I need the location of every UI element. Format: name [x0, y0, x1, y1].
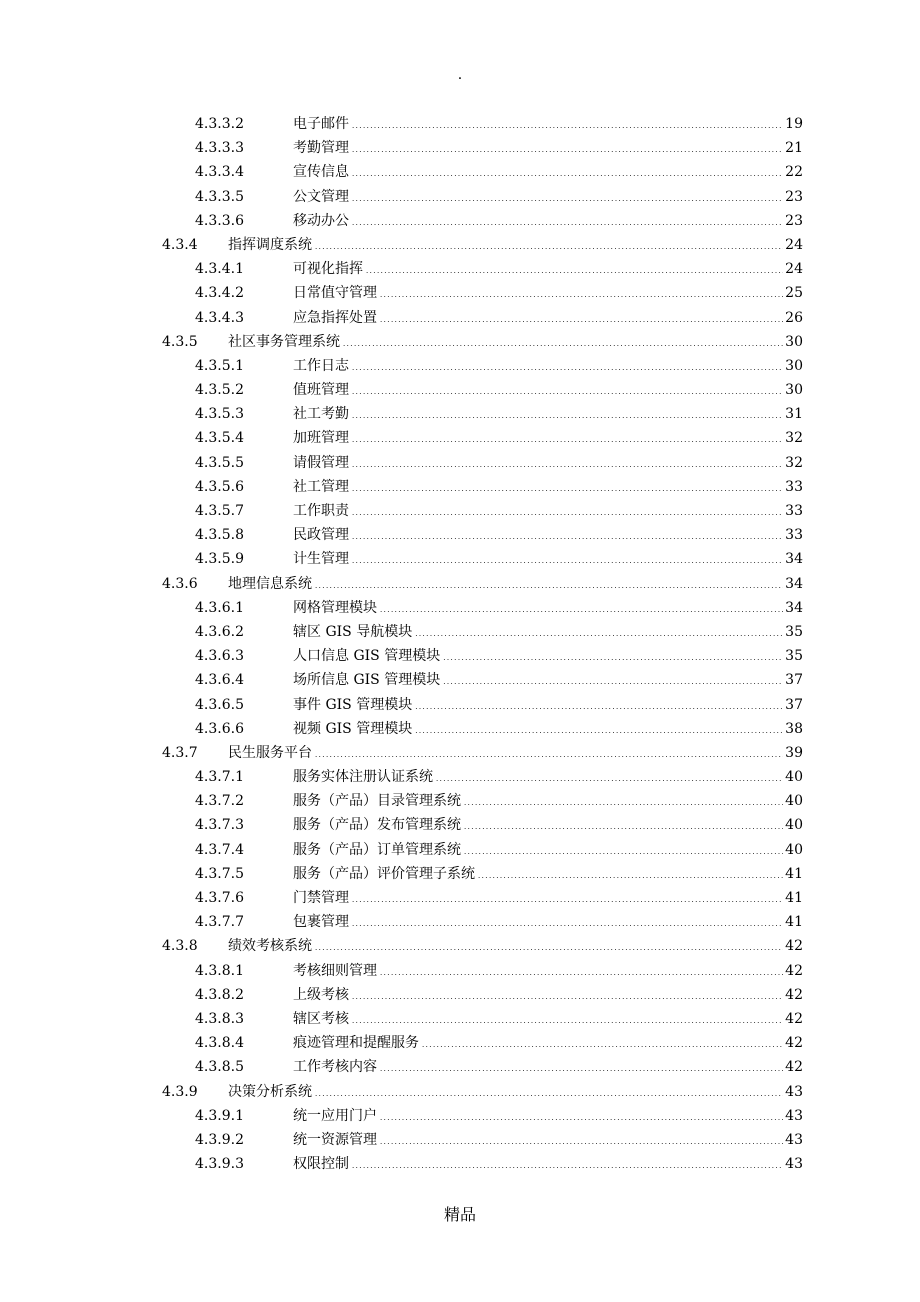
toc-dot-leader	[315, 934, 783, 960]
toc-entry-page-number: 24	[783, 257, 803, 281]
toc-entry-title: 工作考核内容	[293, 1055, 380, 1081]
toc-entry-page-number: 30	[783, 330, 803, 354]
toc-entry-title-line	[293, 112, 783, 138]
toc-dot-leader	[352, 983, 783, 1009]
toc-entry-page-number: 31	[783, 402, 803, 426]
toc-entry-number: 4.3.7	[162, 744, 198, 761]
toc-dot-leader	[352, 1152, 783, 1178]
toc-entry-title: 服务（产品）发布管理系统	[293, 813, 464, 839]
toc-entry-number: 4.3.9	[162, 1083, 198, 1100]
toc-dot-leader	[352, 910, 783, 936]
toc-dot-leader	[352, 547, 783, 573]
toc-entry[interactable]	[0, 209, 920, 233]
toc-entry-title-line	[228, 934, 783, 960]
toc-entry-title: 移动办公	[293, 209, 352, 235]
toc-entry[interactable]	[0, 959, 920, 983]
toc-entry[interactable]	[0, 620, 920, 644]
page-footer-mark: 精品	[443, 1205, 476, 1224]
toc-entry-number: 4.3.7.3	[195, 817, 244, 834]
toc-entry-title-line	[293, 451, 783, 477]
toc-entry-title: 民生服务平台	[228, 741, 315, 767]
toc-entry-title-line	[293, 1152, 783, 1178]
toc-dot-leader	[380, 306, 783, 332]
toc-entry-number: 4.3.5.5	[195, 454, 244, 471]
toc-entry-page-number: 32	[783, 451, 803, 475]
toc-entry-number: 4.3.5.8	[195, 527, 244, 544]
toc-entry-title-line	[228, 330, 783, 356]
table-of-contents	[0, 112, 920, 1176]
toc-entry-title: 社区事务管理系统	[228, 330, 343, 356]
toc-entry-page-number: 34	[783, 572, 803, 596]
toc-entry-title: 工作职责	[293, 499, 352, 525]
toc-entry-title-line	[293, 281, 783, 307]
toc-entry-page-number: 34	[783, 596, 803, 620]
toc-entry-number: 4.3.7.6	[195, 890, 244, 906]
toc-entry[interactable]	[0, 112, 920, 136]
toc-entry-page-number: 43	[783, 1128, 803, 1152]
toc-dot-leader	[352, 1007, 783, 1033]
toc-entry-title-line	[293, 354, 783, 380]
toc-dot-leader	[315, 1080, 783, 1106]
toc-entry-page-number: 42	[783, 983, 803, 1007]
toc-entry-number: 4.3.7.7	[195, 914, 244, 931]
toc-entry-number: 4.3.8	[162, 938, 198, 955]
toc-dot-leader	[380, 596, 783, 622]
toc-entry-number: 4.3.4.2	[195, 285, 244, 302]
toc-entry-title-line	[293, 886, 783, 912]
toc-dot-leader	[464, 789, 783, 815]
toc-entry-title-line	[293, 475, 783, 501]
toc-entry-title-line	[228, 1080, 783, 1106]
toc-entry-page-number: 42	[783, 934, 803, 958]
toc-entry-title: 社工管理	[293, 475, 352, 501]
toc-entry-title-line	[293, 185, 783, 211]
toc-entry-title-line	[293, 1031, 783, 1057]
toc-entry-page-number: 34	[783, 547, 803, 571]
toc-entry[interactable]	[0, 644, 920, 668]
toc-entry-page-number: 42	[783, 959, 803, 983]
toc-entry[interactable]	[0, 838, 920, 862]
toc-entry-page-number: 40	[783, 838, 803, 862]
toc-dot-leader	[443, 644, 783, 670]
toc-dot-leader	[422, 1031, 783, 1057]
toc-entry-title: 权限控制	[293, 1152, 352, 1178]
toc-entry-title: 加班管理	[293, 426, 352, 452]
page-header-mark: .	[457, 67, 463, 83]
toc-dot-leader	[464, 813, 783, 839]
toc-entry-title-line	[293, 959, 783, 985]
toc-entry[interactable]	[0, 451, 920, 475]
toc-dot-leader	[352, 112, 783, 138]
toc-entry-page-number: 33	[783, 475, 803, 499]
toc-entry-number: 4.3.5.7	[195, 503, 244, 519]
toc-entry-number: 4.3.5.1	[195, 357, 244, 374]
toc-entry-title-line	[293, 717, 783, 743]
toc-entry-title-line	[293, 1104, 783, 1130]
toc-entry[interactable]	[0, 789, 920, 813]
toc-entry-title-line	[293, 596, 783, 622]
toc-entry-page-number: 37	[783, 668, 803, 692]
toc-entry-number: 4.3.9.3	[195, 1156, 244, 1173]
toc-dot-leader	[415, 620, 783, 646]
toc-entry-number: 4.3.7.5	[195, 865, 244, 882]
toc-entry-title: 人口信息 GIS 管理模块	[293, 644, 443, 670]
toc-dot-leader	[380, 1128, 783, 1154]
toc-entry-page-number: 26	[783, 306, 803, 330]
toc-entry-page-number: 40	[783, 765, 803, 789]
toc-entry[interactable]	[0, 330, 920, 354]
toc-entry-title-line	[293, 1055, 783, 1081]
toc-entry-title: 服务（产品）订单管理系统	[293, 838, 464, 864]
toc-entry-title: 考核细则管理	[293, 959, 380, 985]
toc-entry-page-number: 40	[783, 813, 803, 837]
toc-entry-page-number: 32	[783, 426, 803, 450]
toc-entry-title-line	[293, 136, 783, 162]
toc-entry-page-number: 43	[783, 1104, 803, 1128]
toc-entry[interactable]	[0, 402, 920, 426]
toc-dot-leader	[315, 572, 783, 598]
toc-entry-page-number: 43	[783, 1152, 803, 1176]
toc-dot-leader	[436, 765, 783, 791]
toc-entry-title-line	[293, 693, 783, 719]
toc-entry-page-number: 37	[783, 693, 803, 717]
toc-entry-title: 民政管理	[293, 523, 352, 549]
toc-entry-title: 场所信息 GIS 管理模块	[293, 668, 443, 694]
toc-entry-number: 4.3.3.6	[195, 212, 244, 229]
toc-entry-title-line	[293, 402, 783, 428]
toc-entry[interactable]	[0, 813, 920, 837]
toc-dot-leader	[352, 426, 783, 452]
toc-entry-number: 4.3.6.4	[195, 672, 244, 689]
toc-entry-number: 4.3.6.5	[195, 696, 244, 713]
toc-entry-title-line	[293, 789, 783, 815]
toc-entry[interactable]	[0, 934, 920, 958]
toc-entry[interactable]	[0, 983, 920, 1007]
toc-entry-title-line	[293, 644, 783, 670]
toc-entry-title: 决策分析系统	[228, 1080, 315, 1106]
toc-entry-page-number: 42	[783, 1007, 803, 1031]
toc-dot-leader	[352, 886, 783, 912]
toc-entry-title: 社工考勤	[293, 402, 352, 428]
toc-entry[interactable]	[0, 886, 920, 910]
toc-entry-number: 4.3.6.1	[195, 599, 244, 616]
toc-entry-page-number: 24	[783, 233, 803, 257]
toc-entry[interactable]	[0, 281, 920, 305]
toc-entry-page-number: 23	[783, 209, 803, 233]
toc-dot-leader	[352, 185, 783, 211]
toc-dot-leader	[380, 281, 783, 307]
toc-dot-leader	[352, 209, 783, 235]
toc-entry[interactable]	[0, 668, 920, 692]
toc-entry[interactable]	[0, 547, 920, 571]
toc-entry-title: 工作日志	[293, 354, 352, 380]
toc-entry[interactable]	[0, 693, 920, 717]
toc-entry[interactable]	[0, 499, 920, 523]
toc-entry[interactable]	[0, 160, 920, 184]
toc-entry-page-number: 19	[783, 112, 803, 136]
toc-entry-number: 4.3.4	[162, 236, 198, 253]
toc-dot-leader	[415, 717, 783, 743]
toc-entry[interactable]	[0, 1055, 920, 1079]
toc-entry-page-number: 25	[783, 281, 803, 305]
toc-entry-page-number: 33	[783, 523, 803, 547]
toc-dot-leader	[352, 402, 783, 428]
toc-entry-number: 4.3.5.4	[195, 430, 244, 447]
toc-entry-title: 计生管理	[293, 547, 352, 573]
toc-entry[interactable]	[0, 185, 920, 209]
toc-entry-title: 网格管理模块	[293, 596, 380, 622]
toc-entry-page-number: 30	[783, 378, 803, 402]
toc-entry-number: 4.3.3.2	[195, 116, 244, 132]
toc-entry-title-line	[293, 426, 783, 452]
toc-entry-number: 4.3.6	[162, 575, 198, 592]
toc-entry-number: 4.3.8.3	[195, 1010, 244, 1027]
toc-entry-title-line	[293, 838, 783, 864]
toc-entry-title-line	[293, 257, 783, 283]
toc-entry-page-number: 35	[783, 644, 803, 668]
toc-entry-page-number: 41	[783, 910, 803, 934]
toc-entry[interactable]	[0, 717, 920, 741]
toc-entry[interactable]	[0, 910, 920, 934]
toc-dot-leader	[352, 451, 783, 477]
toc-entry-title-line	[293, 209, 783, 235]
toc-entry-number: 4.3.8.5	[195, 1059, 244, 1076]
toc-dot-leader	[352, 160, 783, 186]
toc-dot-leader	[352, 354, 783, 380]
toc-dot-leader	[478, 862, 783, 888]
toc-entry-number: 4.3.5.3	[195, 406, 244, 423]
toc-entry-page-number: 33	[783, 499, 803, 523]
toc-entry-title-line	[293, 160, 783, 186]
toc-dot-leader	[464, 838, 783, 864]
toc-entry-number: 4.3.3.5	[195, 188, 244, 205]
toc-entry[interactable]	[0, 257, 920, 281]
toc-entry-page-number: 42	[783, 1031, 803, 1055]
toc-dot-leader	[352, 475, 783, 501]
toc-entry-number: 4.3.6.3	[195, 648, 244, 665]
toc-entry-title-line	[293, 1128, 783, 1154]
toc-entry-title: 公文管理	[293, 185, 352, 211]
toc-entry-title: 统一应用门户	[293, 1104, 380, 1130]
toc-entry-page-number: 41	[783, 886, 803, 910]
toc-entry-title: 应急指挥处置	[293, 306, 380, 332]
toc-entry-page-number: 23	[783, 185, 803, 209]
toc-entry-page-number: 42	[783, 1055, 803, 1079]
toc-entry-title: 地理信息系统	[228, 572, 315, 598]
toc-entry-number: 4.3.5	[162, 333, 198, 350]
toc-entry-title: 统一资源管理	[293, 1128, 380, 1154]
toc-entry[interactable]	[0, 426, 920, 450]
toc-entry-title: 服务实体注册认证系统	[293, 765, 436, 791]
toc-entry-page-number: 40	[783, 789, 803, 813]
toc-entry-title: 可视化指挥	[293, 257, 366, 283]
toc-entry-title-line	[293, 499, 783, 525]
toc-entry[interactable]	[0, 306, 920, 330]
toc-entry[interactable]	[0, 1031, 920, 1055]
toc-entry[interactable]	[0, 572, 920, 596]
toc-entry[interactable]	[0, 378, 920, 402]
toc-entry-title-line	[293, 862, 783, 888]
toc-entry-title: 辖区考核	[293, 1007, 352, 1033]
toc-entry-title: 请假管理	[293, 451, 352, 477]
toc-entry-title: 辖区 GIS 导航模块	[293, 620, 415, 646]
toc-dot-leader	[366, 257, 783, 283]
toc-entry-page-number: 39	[783, 741, 803, 765]
toc-entry-title: 绩效考核系统	[228, 934, 315, 960]
toc-entry-title-line	[293, 523, 783, 549]
toc-dot-leader	[380, 959, 783, 985]
toc-entry-title: 指挥调度系统	[228, 233, 315, 259]
toc-entry-number: 4.3.4.3	[195, 309, 244, 326]
toc-entry[interactable]	[0, 475, 920, 499]
toc-entry-page-number: 38	[783, 717, 803, 741]
toc-dot-leader	[415, 693, 783, 719]
toc-entry-title: 痕迹管理和提醒服务	[293, 1031, 422, 1057]
toc-entry-title-line	[293, 306, 783, 332]
toc-entry-page-number: 43	[783, 1080, 803, 1104]
toc-dot-leader	[343, 330, 783, 356]
toc-entry-number: 4.3.8.2	[195, 986, 244, 1003]
toc-entry-title: 日常值守管理	[293, 281, 380, 307]
toc-entry-title: 服务（产品）目录管理系统	[293, 789, 464, 815]
toc-dot-leader	[352, 136, 783, 162]
toc-dot-leader	[315, 233, 783, 259]
toc-dot-leader	[352, 378, 783, 404]
toc-entry-number: 4.3.3.4	[195, 164, 244, 181]
toc-entry-title-line	[293, 620, 783, 646]
toc-dot-leader	[352, 523, 783, 549]
toc-entry-number: 4.3.3.3	[195, 140, 244, 157]
toc-entry-title: 宣传信息	[293, 160, 352, 186]
toc-entry[interactable]	[0, 523, 920, 547]
toc-dot-leader	[315, 741, 783, 767]
toc-entry-number: 4.3.8.1	[195, 962, 244, 979]
toc-entry-title: 视频 GIS 管理模块	[293, 717, 415, 743]
toc-entry-title-line	[293, 813, 783, 839]
toc-entry-page-number: 30	[783, 354, 803, 378]
toc-dot-leader	[352, 499, 783, 525]
toc-entry-title-line	[293, 983, 783, 1009]
toc-entry-page-number: 22	[783, 160, 803, 184]
toc-entry[interactable]	[0, 233, 920, 257]
toc-entry[interactable]	[0, 1128, 920, 1152]
toc-entry-title-line	[293, 668, 783, 694]
toc-entry-title: 服务（产品）评价管理子系统	[293, 862, 478, 888]
toc-entry-title-line	[293, 547, 783, 573]
toc-dot-leader	[380, 1055, 783, 1081]
toc-entry-number: 4.3.6.6	[195, 720, 244, 737]
toc-entry-title-line	[293, 1007, 783, 1033]
toc-entry-title-line	[228, 572, 783, 598]
toc-entry-number: 4.3.8.4	[195, 1035, 244, 1052]
toc-entry-number: 4.3.4.1	[195, 261, 244, 278]
toc-entry-number: 4.3.7.4	[195, 841, 244, 858]
toc-entry-title-line	[228, 233, 783, 259]
toc-entry-title-line	[293, 378, 783, 404]
toc-entry-title: 门禁管理	[293, 886, 352, 912]
toc-entry-title-line	[293, 910, 783, 936]
toc-entry[interactable]	[0, 765, 920, 789]
toc-entry[interactable]	[0, 596, 920, 620]
toc-entry-page-number: 41	[783, 862, 803, 886]
toc-entry-page-number: 21	[783, 136, 803, 160]
toc-entry-number: 4.3.9.1	[195, 1107, 244, 1124]
toc-entry-title: 电子邮件	[293, 112, 352, 138]
toc-entry[interactable]	[0, 862, 920, 886]
toc-entry[interactable]	[0, 1104, 920, 1128]
toc-entry-number: 4.3.6.2	[195, 623, 244, 640]
toc-dot-leader	[380, 1104, 783, 1130]
toc-entry-title: 事件 GIS 管理模块	[293, 693, 415, 719]
toc-entry-title-line	[228, 741, 783, 767]
toc-entry[interactable]	[0, 354, 920, 378]
toc-entry-number: 4.3.9.2	[195, 1131, 244, 1148]
toc-entry-number: 4.3.5.2	[195, 382, 244, 399]
toc-entry[interactable]	[0, 136, 920, 160]
toc-entry-number: 4.3.5.9	[195, 551, 244, 568]
toc-entry-title: 考勤管理	[293, 136, 352, 162]
toc-entry-title: 包裹管理	[293, 910, 352, 936]
toc-entry-title: 上级考核	[293, 983, 352, 1009]
toc-entry-number: 4.3.7.2	[195, 793, 244, 810]
toc-entry[interactable]	[0, 741, 920, 765]
toc-entry[interactable]	[0, 1152, 920, 1176]
toc-entry-title: 值班管理	[293, 378, 352, 404]
toc-entry-number: 4.3.5.6	[195, 478, 244, 495]
toc-entry[interactable]	[0, 1007, 920, 1031]
toc-entry-number: 4.3.7.1	[195, 769, 244, 786]
toc-entry-page-number: 35	[783, 620, 803, 644]
toc-entry[interactable]	[0, 1080, 920, 1104]
toc-dot-leader	[443, 668, 783, 694]
toc-entry-title-line	[293, 765, 783, 791]
